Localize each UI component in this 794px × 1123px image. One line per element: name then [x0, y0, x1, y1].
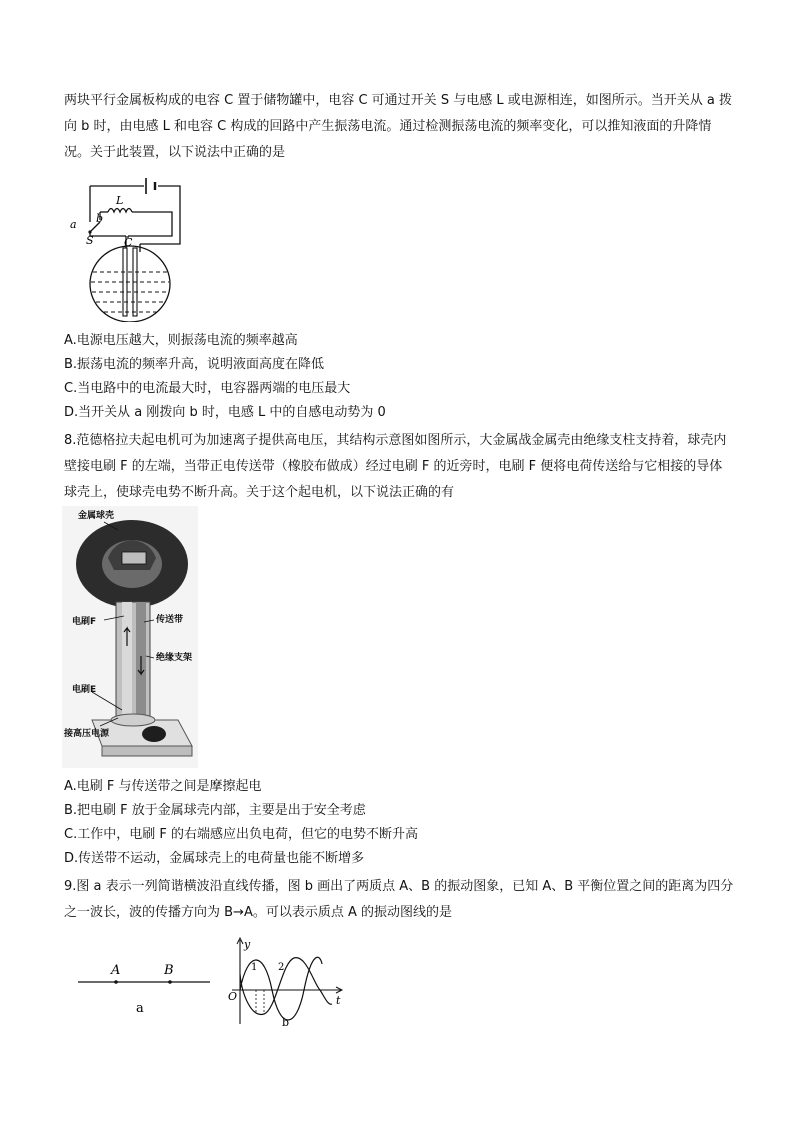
q8-option-d: D.传送带不运动，金属球壳上的电荷量也能不断增多: [64, 851, 365, 866]
label-high-voltage: 接高压电源: [64, 729, 110, 739]
fig-a-caption: a: [136, 1001, 144, 1016]
fig-label-c: C: [124, 236, 133, 249]
label-brush-f: 电刷F: [72, 617, 97, 627]
curve-2-label: 2: [278, 962, 285, 973]
vibration-graph-b: [224, 934, 350, 1030]
label-metal-shell: 金属球壳: [78, 511, 115, 521]
van-de-graaff-figure: [62, 506, 198, 768]
lc-circuit-tank-figure: [60, 172, 200, 322]
fig-b-caption: b: [282, 1016, 290, 1029]
fig-label-l: L: [116, 194, 124, 207]
axis-t-label: t: [336, 994, 341, 1007]
q7-option-a: A.电源电压越大，则振荡电流的频率越高: [64, 333, 298, 348]
origin-label: O: [228, 990, 238, 1003]
fig-label-s: S: [86, 234, 94, 247]
q7-option-d: D.当开关从 a 刚拨向 b 时，电感 L 中的自感电动势为 0: [64, 405, 386, 420]
fig-label-a: a: [70, 218, 77, 231]
q8-stem: 8.范德格拉夫起电机可为加速离子提供高电压，其结构示意图如图所示，大金属战金属壳由绝缘支柱支持着，球壳内壁接电刷 F 的左端，当带正电传送带（橡胶布做成）经过电刷 F 的近旁时，电刷 F 便将电荷传送给与它相接的导体球壳上，使球壳电势不断升高。关于这个起电机，以下说法正确的有: [64, 433, 727, 500]
point-b-label: B: [164, 963, 174, 978]
q7-option-b: B.振荡电流的频率升高，说明液面高度在降低: [64, 357, 325, 372]
q7-option-c: C.当电路中的电流最大时，电容器两端的电压最大: [64, 381, 351, 396]
wave-figure-a: [74, 958, 214, 1018]
q9-stem: 9.图 a 表示一列简谐横波沿直线传播，图 b 画出了两质点 A、B 的振动图象，已知 A、B 平衡位置之间的距离为四分之一波长，波的传播方向为 B→A。可以表示质点 A 的振动图线的是: [64, 879, 734, 920]
label-brush-e: 电刷E: [72, 685, 97, 695]
label-belt: 传送带: [156, 615, 184, 625]
fig-label-b: b: [96, 212, 104, 225]
label-insulating-pillar: 绝缘支架: [156, 653, 193, 663]
q8-option-c: C.工作中，电刷 F 的右端感应出负电荷，但它的电势不断升高: [64, 827, 418, 842]
curve-1-label: 1: [251, 962, 258, 973]
point-a-label: A: [111, 963, 121, 978]
axis-y-label: y: [244, 938, 251, 951]
q8-option-b: B.把电刷 F 放于金属球壳内部，主要是出于安全考虑: [64, 803, 366, 818]
q8-option-a: A.电刷 F 与传送带之间是摩擦起电: [64, 779, 262, 794]
q7-stem: 两块平行金属板构成的电容 C 置于储物罐中，电容 C 可通过开关 S 与电感 L 或电源相连，如图所示。当开关从 a 拨向 b 时，由电感 L 和电容 C 构成的回路中产生振荡电流。通过检测振荡电流的频率变化，可以推知液面的升降情况。关于此装置，以下说法中正确的是: [64, 93, 732, 160]
